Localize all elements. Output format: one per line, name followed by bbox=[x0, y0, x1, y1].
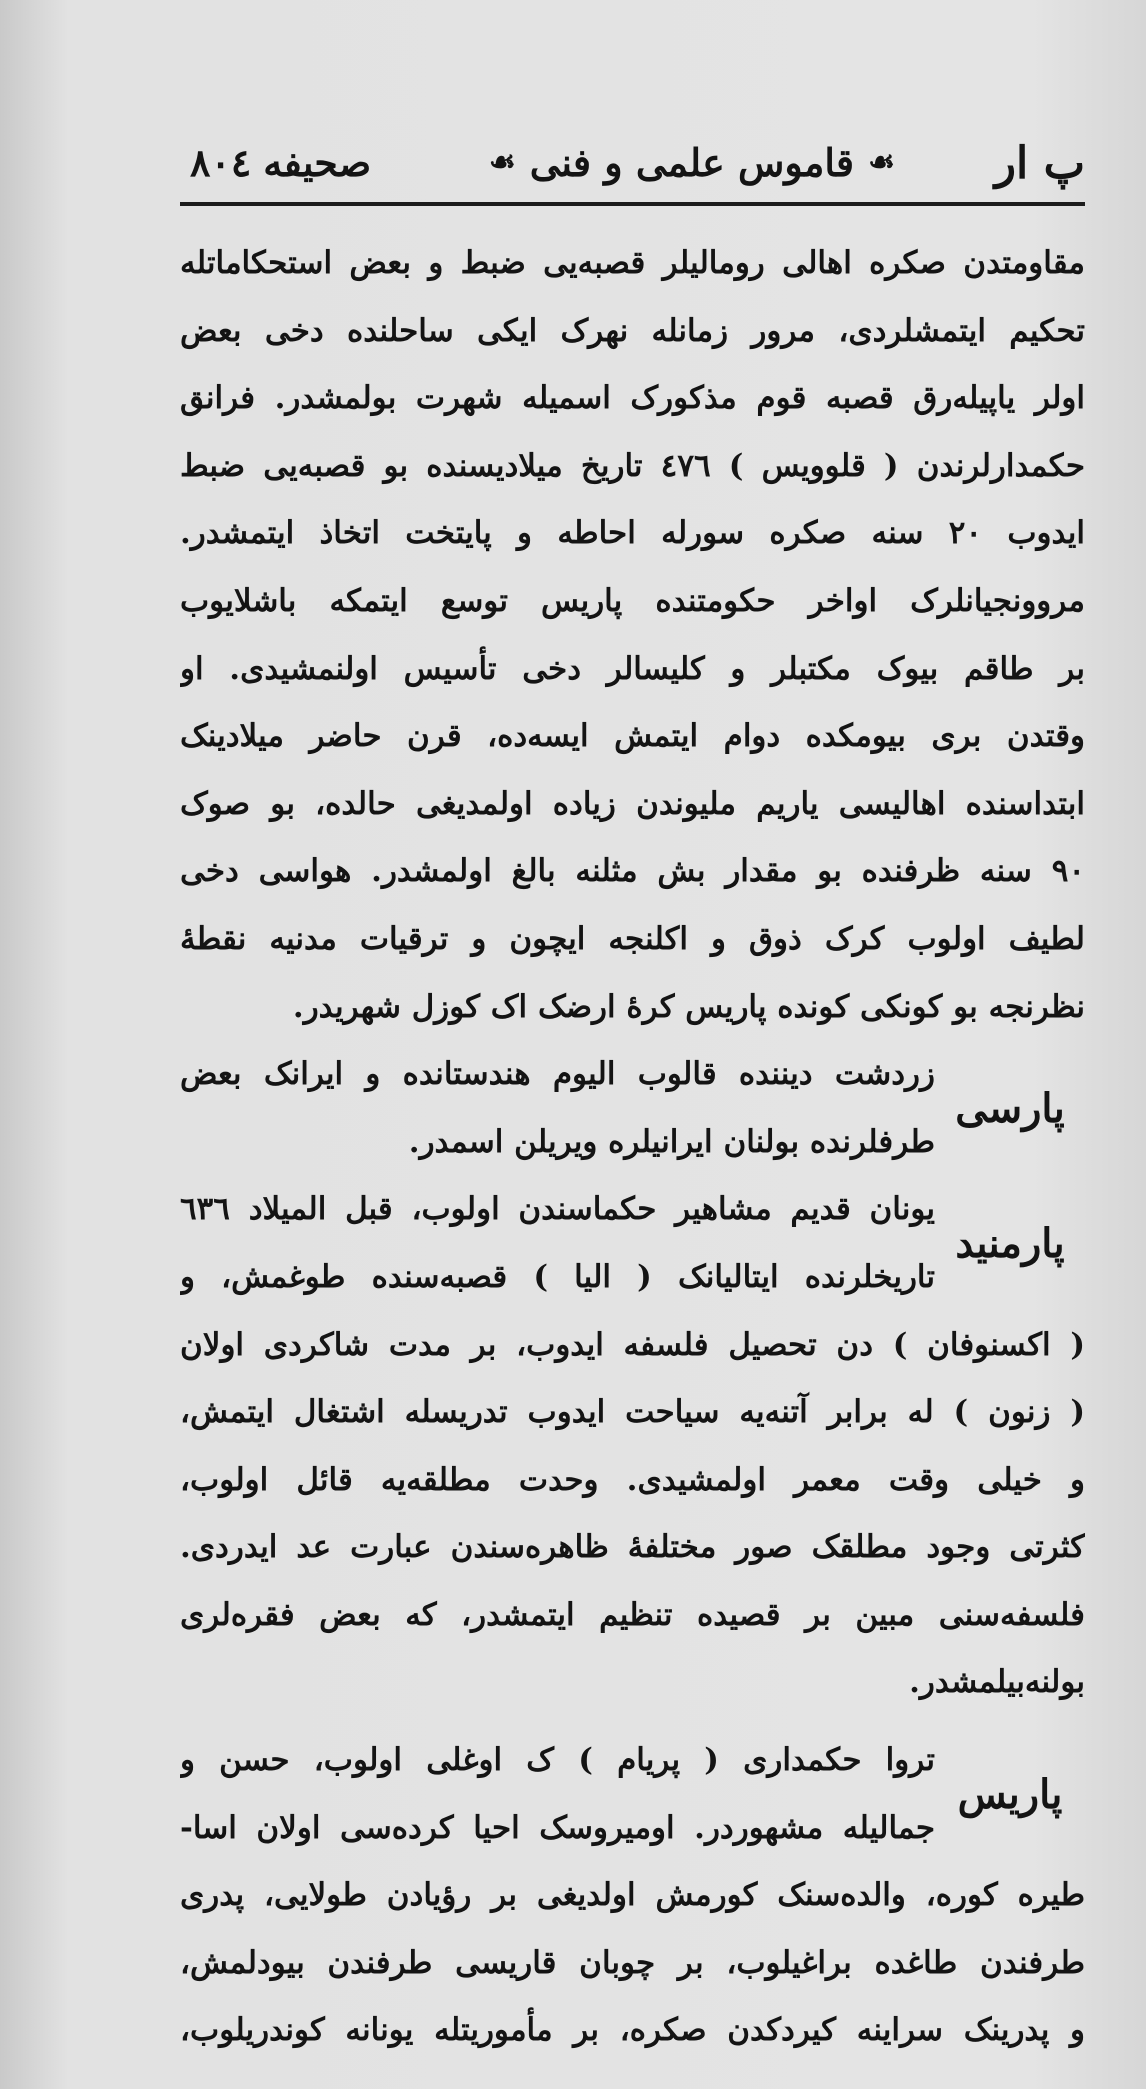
spacer bbox=[180, 1717, 1085, 1727]
ornament-icon: ☙ bbox=[868, 145, 895, 180]
text-line: ( اکسنوفان ) دن تحصیل فلسفه ایدوب، بر مدت شاکردی اولان bbox=[180, 1326, 1085, 1363]
entry-headword: پاریس bbox=[957, 1770, 1063, 1818]
header-rule bbox=[180, 202, 1085, 206]
entry-parmenid-continuation bbox=[180, 1312, 1085, 1718]
text-line: ٩٠ سنه ظرفنده بو مقدار بش مثلنه بالغ اولمشدر. هواسی دخی bbox=[180, 853, 1085, 890]
text-line: طرفلرنده بولنان ایرانیلره ویریلن اسمدر. bbox=[408, 1123, 935, 1160]
text-line: مقاومتدن صکره اهالی رومالیلر قصبه‌یی ضبط و بعض استحکاماتله bbox=[180, 245, 1085, 281]
entry-text bbox=[180, 1727, 935, 1862]
text-line: و پدرینک سراینه کیردکدن صکره، بر مأموریتله یونانه کوندریلوب، bbox=[180, 2012, 1085, 2049]
text-line: کثرتی وجود مطلقک صور مختلفهٔ ظاهره‌سندن عبارت عد ایدردی. bbox=[180, 1529, 1085, 1566]
entry-text bbox=[180, 1176, 935, 1311]
text-line: جمالیله مشهوردر. اومیروسک احیا کرده‌سی اولان اسا- bbox=[180, 1809, 935, 1846]
entry-text bbox=[180, 1041, 935, 1176]
text-line: حکمدارلرندن ( قلوویس ) ٤٧٦ تاریخ میلادیسنده بو قصبه‌یی ضبط bbox=[180, 447, 1085, 484]
text-line: وقتدن بری بیومکده دوام ایتمش ایسه‌ده، قرن حاضر میلادینک bbox=[180, 718, 1085, 755]
text-line: ( زنون ) له برابر آتنه‌یه سیاحت ایدوب تدریسله اشتغال ایتمش، bbox=[180, 1394, 1085, 1431]
section-letters: پ ار bbox=[994, 138, 1085, 189]
text-line: و خیلی وقت معمر اولمشیدی. وحدت مطلقه‌یه قائل اولوب، bbox=[180, 1461, 1085, 1498]
text-line: لطیف اولوب کرک ذوق و اکلنجه ایچون و ترقیات مدنیه نقطهٔ bbox=[180, 920, 1085, 957]
article-body bbox=[180, 230, 1085, 2065]
text-line: تروا حکمداری ( پریام ) ک اوغلی اولوب، حسن و bbox=[180, 1742, 935, 1779]
entry-headword: پارمنید bbox=[955, 1220, 1065, 1268]
text-line: طرفندن طاغده براغیلوب، بر چوبان قاریسی طرفندن بیودلمش، bbox=[180, 1944, 1085, 1981]
text-line: طیره کوره، والده‌سنک کورمش اولدیغی بر رؤیادن طولایی، پدری bbox=[180, 1877, 1085, 1914]
text-line: فلسفه‌سنی مبین بر قصیده تنظیم ایتمشدر، که بعض فقره‌لری bbox=[180, 1596, 1085, 1633]
text-line: بولنه‌بیلمشدر. bbox=[909, 1664, 1085, 1701]
entry-paris-continuation bbox=[180, 1862, 1085, 2065]
entry-paris-mythology bbox=[180, 1727, 1085, 1862]
text-line: اولر یاپیله‌رق قصبه قوم مذکورک اسمیله شهرت بولمشدر. فرانق bbox=[180, 380, 1085, 417]
entry-parsi bbox=[180, 1041, 1085, 1176]
ornament-icon: ☙ bbox=[488, 145, 516, 180]
text-line: بر طاقم بیوک مکتبلر و کلیسالر دخی تأسیس اولنمشیدی. او bbox=[180, 650, 1085, 687]
book-title: قاموس علمی و فنی bbox=[529, 140, 855, 185]
text-line: ابتداسنده اهالیسی یاریم ملیوندن زیاده اولمدیغی حالده، بو صوک bbox=[180, 785, 1085, 822]
page-header bbox=[180, 130, 1085, 206]
text-line: مروونجیانلرک اواخر حکومتنده پاریس توسع ایتمکه باشلایوب bbox=[180, 582, 1085, 619]
text-line: ایدوب ٢٠ سنه صکره سورله احاطه و پایتخت اتخاذ ایتمشدر. bbox=[180, 515, 1085, 552]
text-line: تاریخلرنده ایتالیانک ( الیا ) قصبه‌سنده طوغمش، و bbox=[180, 1258, 935, 1295]
running-title bbox=[489, 140, 895, 185]
text-line: زردشت دیننده قالوب الیوم هندستانده و ایرانک بعض bbox=[180, 1056, 935, 1093]
page-number: ۸۰٤ bbox=[190, 140, 252, 185]
text-line: نظرنجه بو کونکی کونده پاریس کرهٔ ارضک اک کوزل شهریدر. bbox=[292, 988, 1085, 1025]
page-number-label bbox=[190, 140, 371, 185]
entry-parmenid bbox=[180, 1176, 1085, 1311]
page-label: صحیفه bbox=[263, 140, 372, 185]
entry-headword: پارسی bbox=[955, 1084, 1065, 1132]
paris-article bbox=[180, 230, 1085, 1041]
text-line: تحکیم ایتمشلردی، مرور زمانله نهرک ایکی ساحلنده دخی بعض bbox=[180, 312, 1085, 349]
text-line: یونان قدیم مشاهیر حکماسندن اولوب، قبل المیلاد ٦٣٦ bbox=[180, 1191, 935, 1228]
